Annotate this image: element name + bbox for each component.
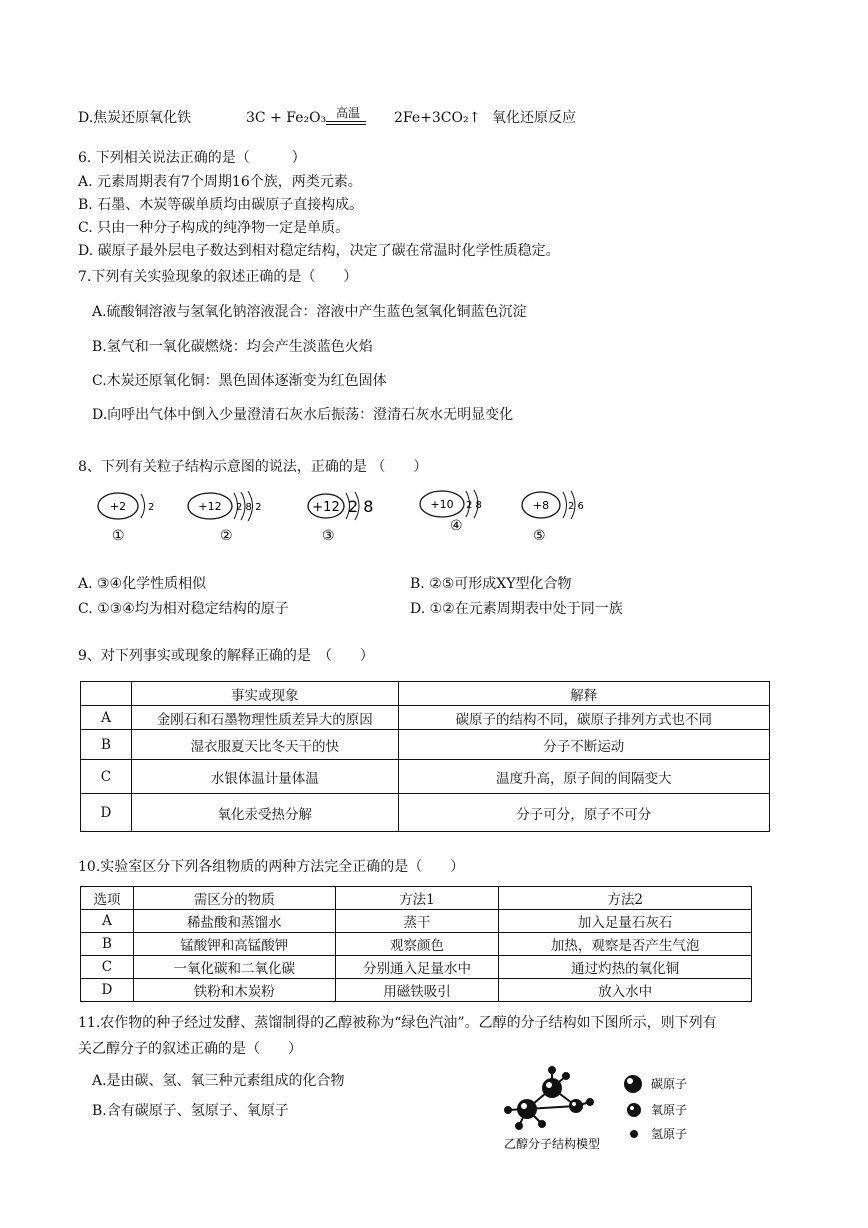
table-cell: 锰酸钾和高锰酸钾 bbox=[133, 933, 335, 956]
table-row bbox=[81, 730, 770, 760]
atom-1-shells: 2 bbox=[148, 502, 155, 513]
hydrogen-atom bbox=[515, 1122, 523, 1130]
legend-oxygen-label: 氧原子 bbox=[651, 1103, 688, 1117]
q7-option-c: C.木炭还原氧化铜：黑色固体逐渐变为红色固体 bbox=[92, 373, 387, 389]
atom-3-shells: 2 8 bbox=[348, 497, 374, 516]
q6-stem: 6. 下列相关说法正确的是（ ） bbox=[78, 150, 306, 166]
q7-stem: 7.下列有关实验现象的叙述正确的是（ ） bbox=[78, 269, 358, 285]
atom-1-label: ① bbox=[112, 528, 125, 544]
atom-2-label: ② bbox=[220, 528, 233, 544]
q10-table-header bbox=[81, 887, 752, 910]
table-row bbox=[81, 933, 752, 956]
table-cell: 观察颜色 bbox=[335, 933, 499, 956]
q5-reaction-type: 氧化还原反应 bbox=[492, 110, 576, 126]
q9-header-cell: 解释 bbox=[398, 682, 769, 706]
table-cell: 选项 bbox=[81, 887, 134, 910]
q5-equation-bar-bottom bbox=[326, 124, 366, 125]
table-cell: B bbox=[81, 730, 132, 760]
q7-option-d: D.向呼出气体中倒入少量澄清石灰水后振荡：澄清石灰水无明显变化 bbox=[92, 407, 514, 423]
q9-table-header bbox=[81, 682, 770, 706]
table-cell: 方法2 bbox=[499, 887, 752, 910]
table-cell: 稀盐酸和蒸馏水 bbox=[133, 910, 335, 933]
q8-option-d: D. ①②在元素周期表中处于同一族 bbox=[410, 601, 623, 617]
q5-equation-rhs: 2Fe+3CO₂↑ bbox=[394, 110, 481, 126]
atom-diagram-5 bbox=[522, 491, 584, 544]
table-cell: 金刚石和石墨物理性质差异大的原因 bbox=[131, 706, 398, 730]
oxygen-atom bbox=[569, 1099, 583, 1113]
carbon-atom bbox=[517, 1099, 537, 1119]
table-cell: 放入水中 bbox=[499, 979, 752, 1002]
ethanol-molecule-model bbox=[494, 1064, 724, 1154]
table-cell: 分别通入足量水中 bbox=[335, 956, 499, 979]
hydrogen-atom bbox=[562, 1072, 570, 1080]
table-cell: 氧化汞受热分解 bbox=[131, 794, 398, 832]
atom-4-label: ④ bbox=[450, 518, 463, 534]
q7-option-b: B.氢气和一氧化碳燃烧：均会产生淡蓝色火焰 bbox=[92, 339, 373, 355]
q5-option-d-label: D.焦炭还原氧化铁 bbox=[78, 110, 192, 126]
table-cell: 水银体温计量体温 bbox=[131, 760, 398, 794]
atom-1-nucleus: +2 bbox=[109, 500, 127, 513]
q6-option-d: D. 碳原子最外层电子数达到相对稳定结构，决定了碳在常温时化学性质稳定。 bbox=[78, 243, 560, 259]
q11-stem-line1: 11.农作物的种子经过发酵、蒸馏制得的乙醇被称为“绿色汽油”。乙醇的分子结构如下图所示，则下列有 bbox=[78, 1015, 717, 1031]
table-cell: C bbox=[81, 760, 132, 794]
atom-2-nucleus: +12 bbox=[198, 500, 222, 513]
table-cell: 方法1 bbox=[335, 887, 499, 910]
atom-5-label: ⑤ bbox=[533, 528, 546, 544]
table-cell: 一氧化碳和二氧化碳 bbox=[133, 956, 335, 979]
atom-diagrams bbox=[0, 484, 868, 554]
hydrogen-atom bbox=[538, 1120, 546, 1128]
q8-stem: 8、下列有关粒子结构示意图的说法，正确的是 （ ） bbox=[78, 459, 428, 475]
atom-4-shells: 2 8 bbox=[466, 500, 482, 511]
q11-option-b: B.含有碳原子、氢原子、氧原子 bbox=[92, 1103, 289, 1119]
table-cell: 蒸干 bbox=[335, 910, 499, 933]
table-row bbox=[81, 760, 770, 794]
hydrogen-atom bbox=[548, 1066, 556, 1074]
table-cell: 分子不断运动 bbox=[398, 730, 769, 760]
q8-option-b: B. ②⑤可形成XY型化合物 bbox=[410, 576, 572, 592]
q9-stem: 9、对下列事实或现象的解释正确的是 （ ） bbox=[78, 648, 374, 664]
table-cell: 铁粉和木炭粉 bbox=[133, 979, 335, 1002]
atom-diagram-1 bbox=[98, 493, 154, 544]
q6-option-b: B. 石墨、木炭等碳单质均由碳原子直接构成。 bbox=[78, 197, 364, 213]
q6-option-a: A. 元素周期表有7个周期16个族，两类元素。 bbox=[78, 174, 362, 190]
q6-option-c: C. 只由一种分子构成的纯净物一定是单质。 bbox=[78, 220, 350, 236]
table-cell: 湿衣服夏天比冬天干的快 bbox=[131, 730, 398, 760]
q5-equation-condition: 高温 bbox=[336, 106, 361, 120]
legend-carbon-icon bbox=[624, 1075, 642, 1093]
table-cell: C bbox=[81, 956, 134, 979]
q8-option-a: A. ③④化学性质相似 bbox=[78, 576, 207, 592]
carbon-atom bbox=[542, 1078, 562, 1098]
q7-option-a: A.硫酸铜溶液与氢氧化钠溶液混合：溶液中产生蓝色氢氧化铜蓝色沉淀 bbox=[92, 304, 527, 320]
table-cell: 加热，观察是否产生气泡 bbox=[499, 933, 752, 956]
table-cell: 分子可分，原子不可分 bbox=[398, 794, 769, 832]
atom-diagram-4 bbox=[420, 490, 482, 534]
table-cell: 碳原子的结构不同，碳原子排列方式也不同 bbox=[398, 706, 769, 730]
table-cell: 加入足量石灰石 bbox=[499, 910, 752, 933]
table-row bbox=[81, 979, 752, 1002]
table-row bbox=[81, 956, 752, 979]
atom-5-shells: 2 6 bbox=[568, 501, 584, 512]
legend-carbon-label: 碳原子 bbox=[651, 1077, 688, 1091]
table-cell: A bbox=[81, 706, 132, 730]
table-cell: 通过灼热的氧化铜 bbox=[499, 956, 752, 979]
q5-equation-bar-top bbox=[326, 121, 366, 122]
table-cell: 温度升高，原子间的间隔变大 bbox=[398, 760, 769, 794]
hydrogen-atom bbox=[586, 1098, 594, 1106]
q9-header-cell: 事实或现象 bbox=[131, 682, 398, 706]
legend-oxygen-icon bbox=[627, 1103, 641, 1117]
atom-diagram-2 bbox=[188, 491, 261, 544]
table-cell: 用磁铁吸引 bbox=[335, 979, 499, 1002]
table-row bbox=[81, 706, 770, 730]
q9-header-cell bbox=[81, 682, 132, 706]
atom-3-nucleus: +12 bbox=[312, 500, 340, 515]
q9-table bbox=[80, 681, 770, 832]
atom-diagram-3 bbox=[308, 492, 373, 544]
q11-option-a: A.是由碳、氢、氧三种元素组成的化合物 bbox=[92, 1073, 345, 1089]
atom-3-label: ③ bbox=[322, 528, 335, 544]
q10-table bbox=[80, 886, 752, 1002]
hydrogen-atom bbox=[504, 1106, 512, 1114]
table-cell: D bbox=[81, 979, 134, 1002]
atom-2-shells: 2 8 2 bbox=[236, 502, 262, 513]
q11-stem-line2: 关乙醇分子的叙述正确的是（ ） bbox=[78, 1041, 302, 1057]
model-caption: 乙醇分子结构模型 bbox=[504, 1137, 601, 1151]
table-row bbox=[81, 910, 752, 933]
table-row bbox=[81, 794, 770, 832]
q8-option-c: C. ①③④均为相对稳定结构的原子 bbox=[78, 601, 289, 617]
table-cell: A bbox=[81, 910, 134, 933]
legend-hydrogen-icon bbox=[630, 1130, 638, 1138]
q5-equation-lhs: 3C + Fe₂O₃ bbox=[246, 110, 327, 126]
table-cell: D bbox=[81, 794, 132, 832]
legend-hydrogen-label: 氢原子 bbox=[651, 1127, 688, 1141]
q10-stem: 10.实验室区分下列各组物质的两种方法完全正确的是（ ） bbox=[78, 859, 465, 875]
table-cell: B bbox=[81, 933, 134, 956]
atom-5-nucleus: +8 bbox=[532, 499, 550, 512]
atom-4-nucleus: +10 bbox=[430, 498, 454, 511]
table-cell: 需区分的物质 bbox=[133, 887, 335, 910]
